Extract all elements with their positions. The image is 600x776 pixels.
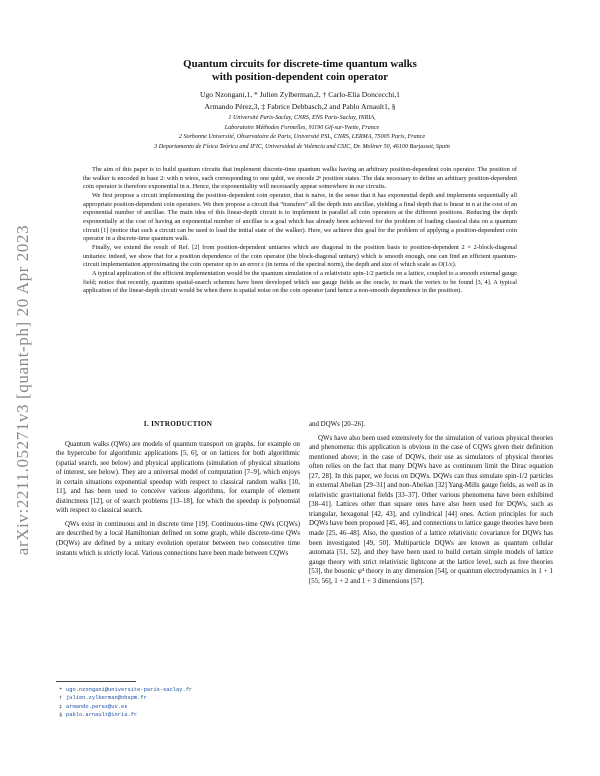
affiliation-line: 1 Université Paris-Saclay, CNRS, ENS Paris-Saclay, INRIA, bbox=[228, 115, 376, 121]
footnote-mark: § bbox=[59, 712, 62, 719]
author-list bbox=[80, 89, 520, 112]
authors-line-1: Ugo Nzongani,1, * Julien Zylberman,2, † Carlo-Elia Doncecchi,1 bbox=[200, 90, 400, 99]
footnote-mark: ‡ bbox=[59, 703, 62, 710]
right-column bbox=[309, 420, 553, 586]
title-line-1: Quantum circuits for discrete-time quantum walks bbox=[183, 58, 417, 70]
footnote bbox=[56, 686, 300, 694]
footnote-rule bbox=[56, 681, 136, 682]
footnote bbox=[56, 711, 300, 719]
affiliation-line: 2 Sorbonne Université, Observatoire de Paris, Université PSL, CNRS, LERMA, 75005 Paris, France bbox=[178, 134, 426, 141]
body-paragraph: QWs exist in continuous and in discrete time [19]. Continuous-time QWs (CQWs) are described by a local Hamiltonian defined on some graph, while discrete-time QWs (DQWs) are defined by a unitary evolution operator between two consecutive time instants which is strictly local. Various connections have been made between CQWs bbox=[56, 520, 300, 557]
arxiv-stamp-text: arXiv:2211.05271v3 [quant-ph] 20 Apr 2023 bbox=[13, 224, 32, 556]
authors-line-2: Armando Pérez,3, ‡ Fabrice Debbasch,2 and Pablo Arnault1, § bbox=[204, 101, 396, 111]
affiliation-line: 3 Departamento de Física Teórica and IFIC, Universidad de Valencia and CSIC, Dr. Moliner 50, 46100 Burjassot, Spain bbox=[154, 143, 450, 150]
footnotes bbox=[56, 686, 300, 720]
email-link[interactable]: ugo.nzongani@universite-paris-saclay.fr bbox=[66, 687, 193, 693]
email-link[interactable]: julien.zylberman@obspm.fr bbox=[66, 695, 147, 702]
title-line-2: with position-dependent coin operator bbox=[211, 71, 389, 83]
affiliation-line: Laboratoire Méthodes Formelles, 91190 Gif-sur-Yvette, France bbox=[224, 124, 380, 131]
affiliations bbox=[52, 114, 552, 152]
footnote bbox=[56, 703, 300, 711]
left-column bbox=[56, 420, 300, 558]
footnote-mark: * bbox=[59, 687, 62, 693]
abstract-paragraph: The aim of this paper is to build quantum circuits that implement discrete-time quantum walks having an arbitrary position-dependent coin operator. The position of the walker is encoded in base 2: with n wires, each corresponding to one qubit, we encode 2ⁿ position states. The data necessary to define an arbitrary position-dependent coin operator is therefore exponential in n. Hence, the exponentiality will necessarily appear somewhere in our circuits. bbox=[83, 166, 517, 191]
email-link[interactable]: pablo.arnault@inria.fr bbox=[66, 712, 138, 719]
body-paragraph: QWs have also been used extensively for the simulation of various physical theories and phenomena: this application is obvious in the case of CQWs given their definition mentioned above; in the case of DQWs, their use as simulators of physical theories often relies on the fact that many DQWs have as continuum limit the Dirac equation [27, 28]. In this paper, we focus on DQWs. DQWs can thus simulate spin-1/2 particles in external Abelian [29–31] and non-Abelian [32] Yang-Mills gauge fields, as well as in relativistic gravitational fields [33–37]. Other various phenomena have been exhibited [38–41]. Lattices other than square ones have also been used for DQWs, such as triangular, hexagonal [42, 43], and cylindrical [44] ones. Action principles for such DQWs have been proposed [45, 46], and connections to lattice gauge theories have been made [25, 46–48]. Also, the question of a lattice relativistic covariance for DQWs has been investigated [49, 50]. Multiparticle DQWs are known as quantum cellular automata [51, 52], and they have been used to build certain simple models of lattice gauge theory with strict relativistic lightcone at the lattice level, such as free theories [53], the bosonic φ⁴ theory in any dimension [54], or quantum electrodynamics in 1 + 1 [55, 56], 1 + 2 and 1 + 3 dimensions [57]. bbox=[309, 434, 553, 585]
footnote bbox=[56, 694, 300, 702]
abstract-paragraph: A typical application of the efficient implementation would be the quantum simulation of a relativistic spin-1/2 particle on a lattice, coupled to a smooth external gauge field; notice that recently, quantum spatial-search schemes have been developed which use gauge fields as the oracle, to mark the vertex to be found [3, 4]. A typical application of the linear-depth circuit would be when there is spatial noise on the coin operator (and hence a non-smooth dependence in the position). bbox=[83, 269, 517, 295]
email-link[interactable]: armando.perez@uv.es bbox=[66, 703, 128, 710]
arxiv-stamp bbox=[8, 175, 38, 605]
footnote-mark: † bbox=[59, 695, 62, 702]
abstract bbox=[83, 166, 517, 296]
abstract-paragraph: Finally, we extend the result of Ref. [2] from position-dependent unitaries which are diagonal in the position basis to position-dependent 2 × 2-block-diagonal unitaries: indeed, we show that for a position dependence of the coin operator (the block-diagonal unitary) which is smooth enough, one can find an efficient quantum-circuit implementation approximating the coin operator up to an error ε (in terms of the spectral norm), the depth and size of which scale as O(1/ε). bbox=[83, 243, 517, 269]
paper-title bbox=[80, 58, 520, 84]
abstract-paragraph: We first propose a circuit implementing the position-dependent coin operator, that is naive, in the sense that it has exponential depth and implements sequentially all appropriate position-dependent coin operators. We then propose a circuit that “transfers” all the depth into ancillae, yielding a final depth that is linear in n at the cost of an exponential number of ancillae. The main idea of this linear-depth circuit is to implement in parallel all coin operators at the different positions. Reducing the depth exponentially at the cost of having an exponential number of ancillae is a goal which has already been achieved for the problem of loading classical data on a quantum circuit [1] (notice that such a circuit can be used to load the initial state of the walker). Here, we achieve this goal for the problem of applying a position-dependent coin operator in a discrete-time quantum walk. bbox=[83, 191, 517, 243]
body-paragraph: and DQWs [20–26]. bbox=[309, 421, 366, 428]
body-paragraph: Quantum walks (QWs) are models of quantum transport on graphs, for example on the hypercube for algorithmic applications [5, 6], or on lattices for both algorithmic (spatial search, see below) and physical applications (simulation of physical situations of interest, see below). They are a universal model of computation [7–9], which enjoys in certain situations exponential speedup with respect to classical random walks [10, 11], and has been used to conceive various algorithms, for example of element distinctness [12], or of search problems [13–18], for which the speedup is polynomial with respect to classical search. bbox=[56, 440, 300, 515]
section-heading: I. INTRODUCTION bbox=[143, 420, 213, 428]
